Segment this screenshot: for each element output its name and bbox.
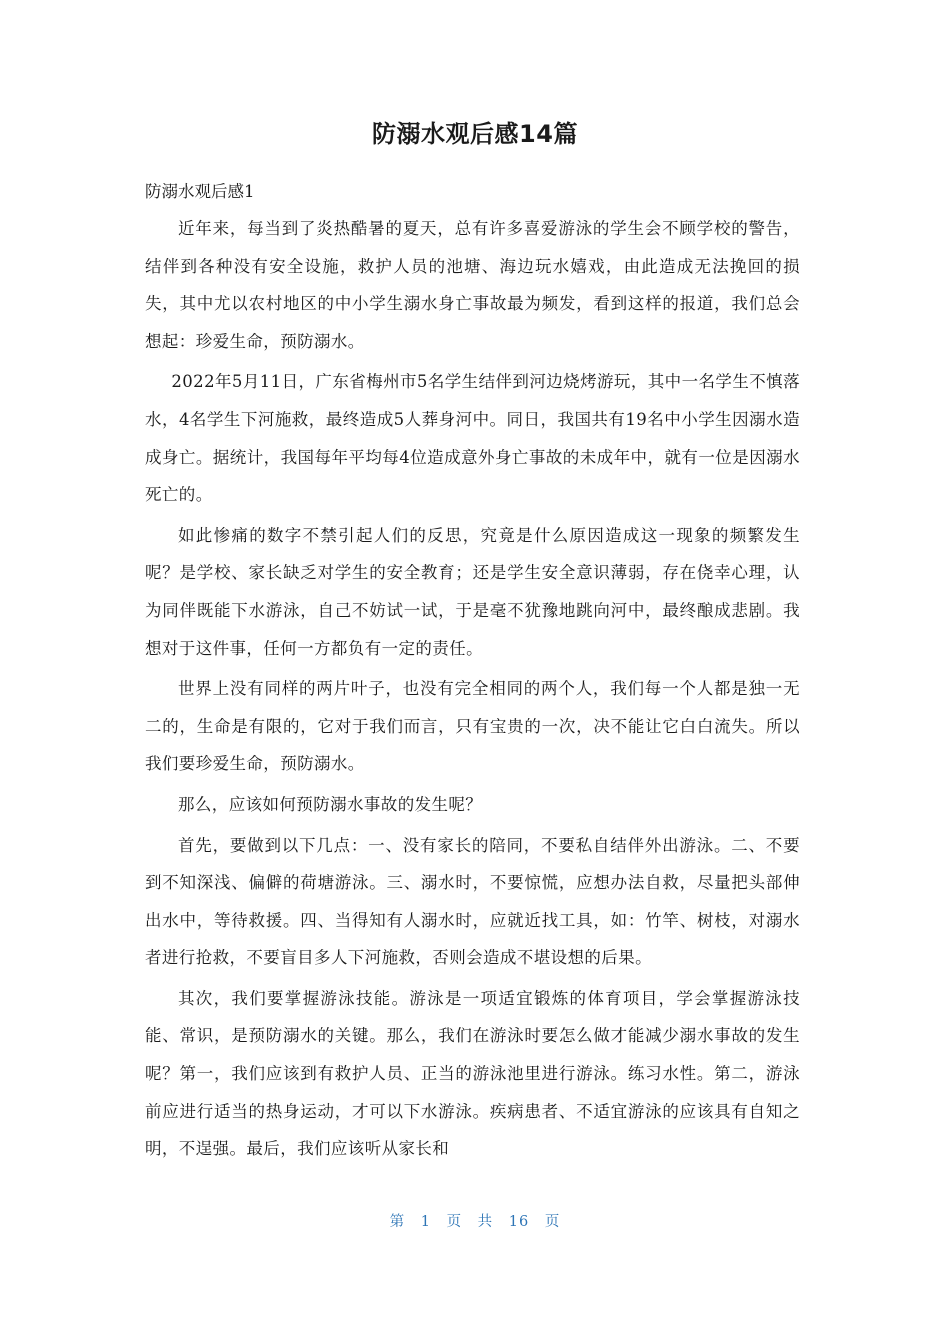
document-body: [145, 174, 800, 1184]
paragraph-7: 其次，我们要掌握游泳技能。游泳是一项适宜锻炼的体育项目，学会掌握游泳技能、常识，是预防溺水的关键。那么，我们在游泳时要怎么做才能减少溺水事故的发生呢？第一，我们应该到有救护人员、正当的游泳池里进行游泳。练习水性。第二，游泳前应进行适当的热身运动，才可以下水游泳。疾病患者、不适宜游泳的应该具有自知之明，不逞强。最后，我们应该听从家长和: [145, 988, 800, 1159]
section-heading: 防溺水观后感1: [145, 182, 255, 201]
paragraph-4: 世界上没有同样的两片叶子，也没有完全相同的两个人，我们每一个人都是独一无二的，生命是有限的，它对于我们而言，只有宝贵的一次，决不能让它白白流失。所以我们要珍爱生命，预防溺水。: [145, 679, 800, 774]
paragraph-3: 如此惨痛的数字不禁引起人们的反思，究竟是什么原因造成这一现象的频繁发生呢？是学校、家长缺乏对学生的安全教育；还是学生安全意识薄弱，存在侥幸心理，认为同伴既能下水游泳，自己不妨试一试，于是毫不犹豫地跳向河中，最终酿成悲剧。我想对于这件事，任何一方都负有一定的责任。: [145, 525, 800, 658]
paragraph-2: 2022年5月11日，广东省梅州市5名学生结伴到河边烧烤游玩，其中一名学生不慎落水，4名学生下河施救，最终造成5人葬身河中。同日，我国共有19名中小学生因溺水造成身亡。据统计，我国每年平均每4位造成意外身亡事故的未成年中，就有一位是因溺水死亡的。: [145, 372, 800, 505]
paragraph-6: 首先，要做到以下几点：一、没有家长的陪同，不要私自结伴外出游泳。二、不要到不知深浅、偏僻的荷塘游泳。三、溺水时，不要惊慌，应想办法自救，尽量把头部伸出水中，等待救援。四、当得知有人溺水时，应就近找工具，如：竹竿、树枝，对溺水者进行抢救，不要盲目多人下河施救，否则会造成不堪设想的后果。: [145, 835, 800, 968]
paragraph-1: 近年来，每当到了炎热酷暑的夏天，总有许多喜爱游泳的学生会不顾学校的警告，结伴到各种没有安全设施，救护人员的池塘、海边玩水嬉戏，由此造成无法挽回的损失，其中尤以农村地区的中小学生溺水身亡事故最为频发，看到这样的报道，我们总会想起：珍爱生命，预防溺水。: [145, 219, 800, 351]
paragraph-5: 那么，应该如何预防溺水事故的发生呢？: [178, 794, 483, 814]
document-title: 防溺水观后感14篇: [372, 120, 578, 148]
page-number-footer: 第 1 页 共 16 页: [389, 1214, 561, 1230]
